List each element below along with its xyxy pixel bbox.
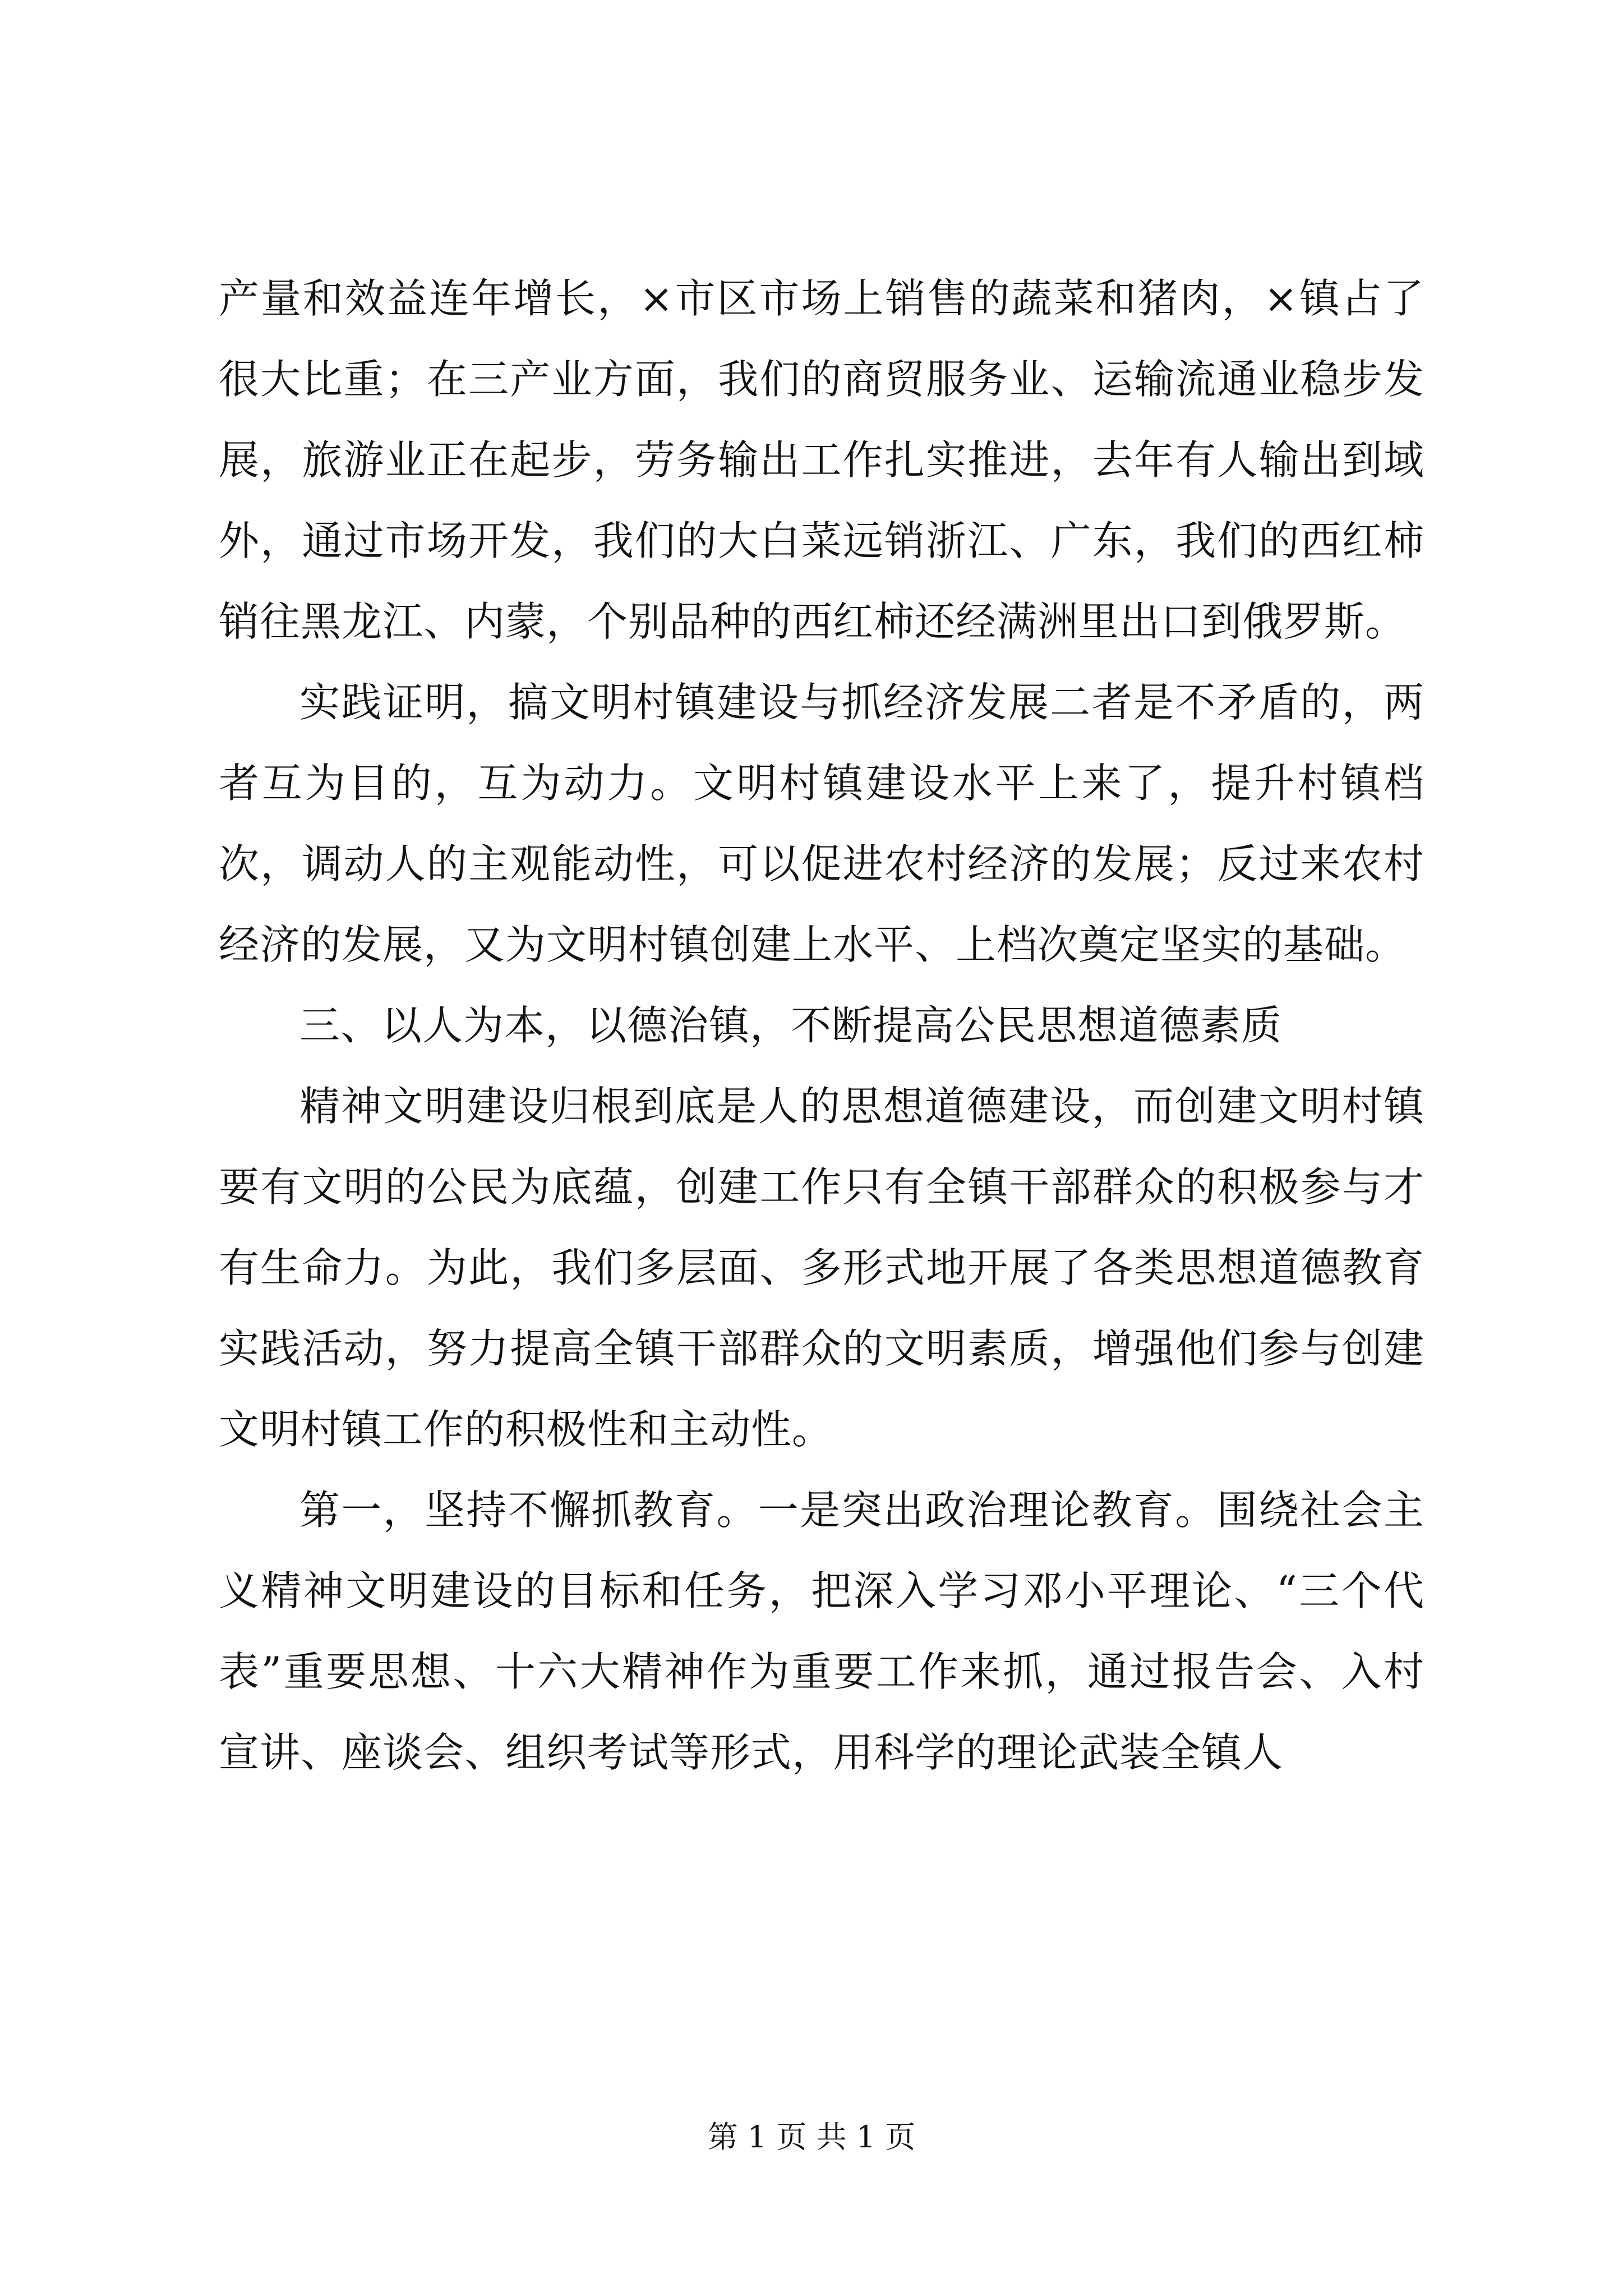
document-body xyxy=(219,258,1424,1793)
paragraph-continued: 产量和效益连年增长，×市区市场上销售的蔬菜和猪肉，×镇占了很大比重；在三产业方面，我们的商贸服务业、运输流通业稳步发展，旅游业正在起步，劳务输出工作扎实推进，去年有人输出到域外，通过市场开发，我们的大白菜远销浙江、广东，我们的西红柿销往黑龙江、内蒙，个别品种的西红柿还经满洲里出口到俄罗斯。 xyxy=(219,275,1424,645)
paragraph: 第一，坚持不懈抓教育。一是突出政治理论教育。围绕社会主义精神文明建设的目标和任务，把深入学习邓小平理论、“三个代表”重要思想、十六大精神作为重要工作来抓，通过报告会、入村宣讲、座谈会、组织考试等形式，用科学的理论武装全镇人 xyxy=(219,1487,1424,1776)
paragraph: 精神文明建设归根到底是人的思想道德建设，而创建文明村镇要有文明的公民为底蕴，创建工作只有全镇干部群众的积极参与才有生命力。为此，我们多层面、多形式地开展了各类思想道德教育实践活动，努力提高全镇干部群众的文明素质，增强他们参与创建文明村镇工作的积极性和主动性。 xyxy=(219,1083,1424,1453)
section-heading: 三、以人为本，以德治镇，不断提高公民思想道德素质 xyxy=(299,1002,1283,1049)
paragraph: 实践证明，搞文明村镇建设与抓经济发展二者是不矛盾的，两者互为目的，互为动力。文明村镇建设水平上来了，提升村镇档次，调动人的主观能动性，可以促进农村经济的发展；反过来农村经济的发展，又为文明村镇创建上水平、上档次奠定坚实的基础。 xyxy=(219,679,1424,968)
page-footer: 第 1 页 共 1 页 xyxy=(707,2119,916,2155)
